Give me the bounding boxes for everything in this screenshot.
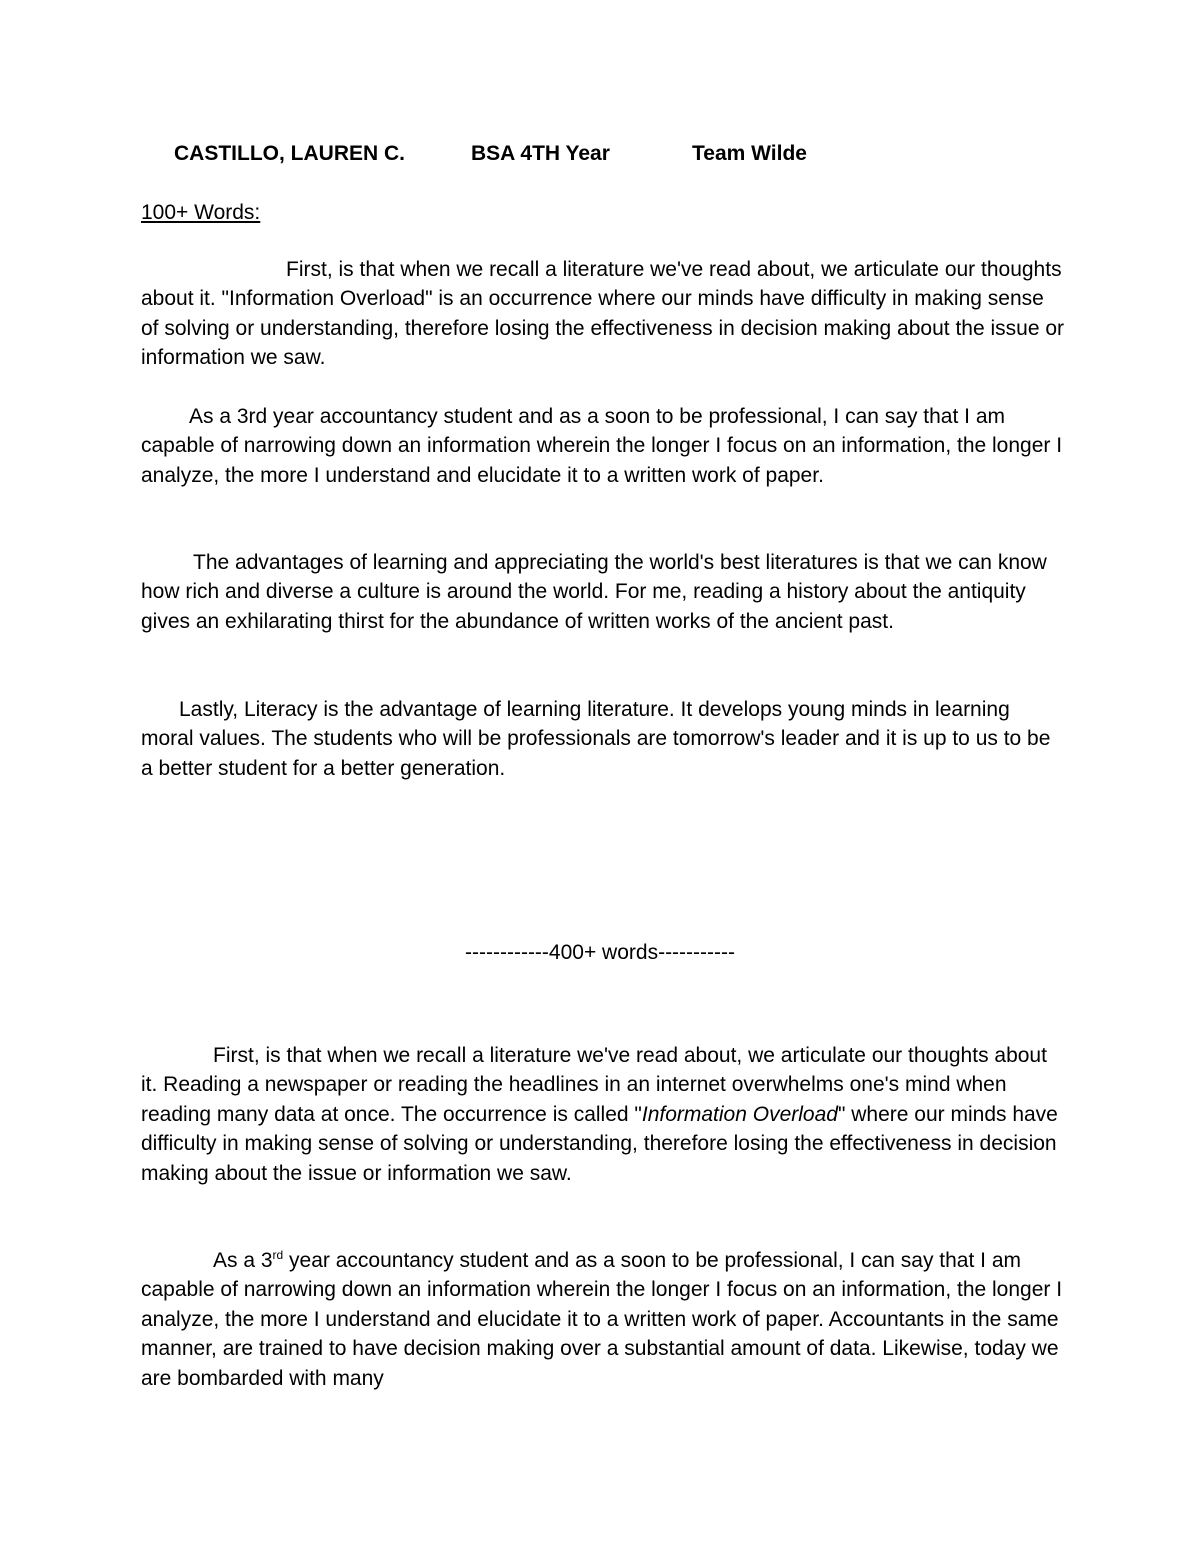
- student-name: CASTILLO, LAUREN C.: [174, 142, 405, 165]
- paragraph-5-text-a: First, is that when we recall a literature we've read about, we articulate our thoughts about it. Reading a newspaper or reading the headlines in an internet overwhelms one's mind when reading many data at once. The occurrence is called ": [141, 1044, 1047, 1126]
- paragraph-5-text-b: " where our minds have difficulty in making sense of solving or understanding, therefore losing the effectiveness in decision making about the issue or information we saw.: [141, 1102, 1058, 1185]
- paragraph-5: [141, 1041, 1066, 1188]
- team-name: Team Wilde: [692, 142, 807, 165]
- paragraph-6-text: year accountancy student and as a soon to be professional, I can say that I am capable of narrowing down an information wherein the longer I focus on an information, the longer I analyze, the more I understand and elucidate it to a written work of paper. Accountants in the same manner, are trained to have decision making over a substantial amount of data. Likewise, today we are bombarded with many: [141, 1249, 1063, 1390]
- section-label-100-words: 100+ Words:: [141, 201, 261, 224]
- section-divider-400-words: ------------400+ words-----------: [465, 941, 735, 964]
- paragraph-6-prefix: As a 3: [213, 1249, 273, 1272]
- paragraph-4: Lastly, Literacy is the advantage of learning literature. It develops young minds in learning moral values. The students who will be professionals are tomorrow's leader and it is up to us to be a better student for a better generation.: [141, 698, 1051, 780]
- paragraph-6: [141, 1246, 1066, 1393]
- paragraph-5-emphasis: Information Overload: [641, 1102, 838, 1126]
- course-year: BSA 4TH Year: [471, 142, 610, 165]
- paragraph-3: The advantages of learning and appreciating the world's best literatures is that we can know how rich and diverse a culture is around the world. For me, reading a history about the antiquity gives an exhilarating thirst for the abundance of written works of the ancient past.: [141, 551, 1047, 633]
- ordinal-superscript: rd: [272, 1248, 284, 1262]
- paragraph-2: As a 3rd year accountancy student and as a soon to be professional, I can say that I am capable of narrowing down an information wherein the longer I focus on an information, the longer I analyze, the more I understand and elucidate it to a written work of paper.: [141, 405, 1063, 487]
- paragraph-1: First, is that when we recall a literature we've read about, we articulate our thoughts about it. "Information Overload" is an occurrence where our minds have difficulty in making sense of solving or understanding, therefore losing the effectiveness in decision making about the issue or information we saw.: [141, 258, 1065, 370]
